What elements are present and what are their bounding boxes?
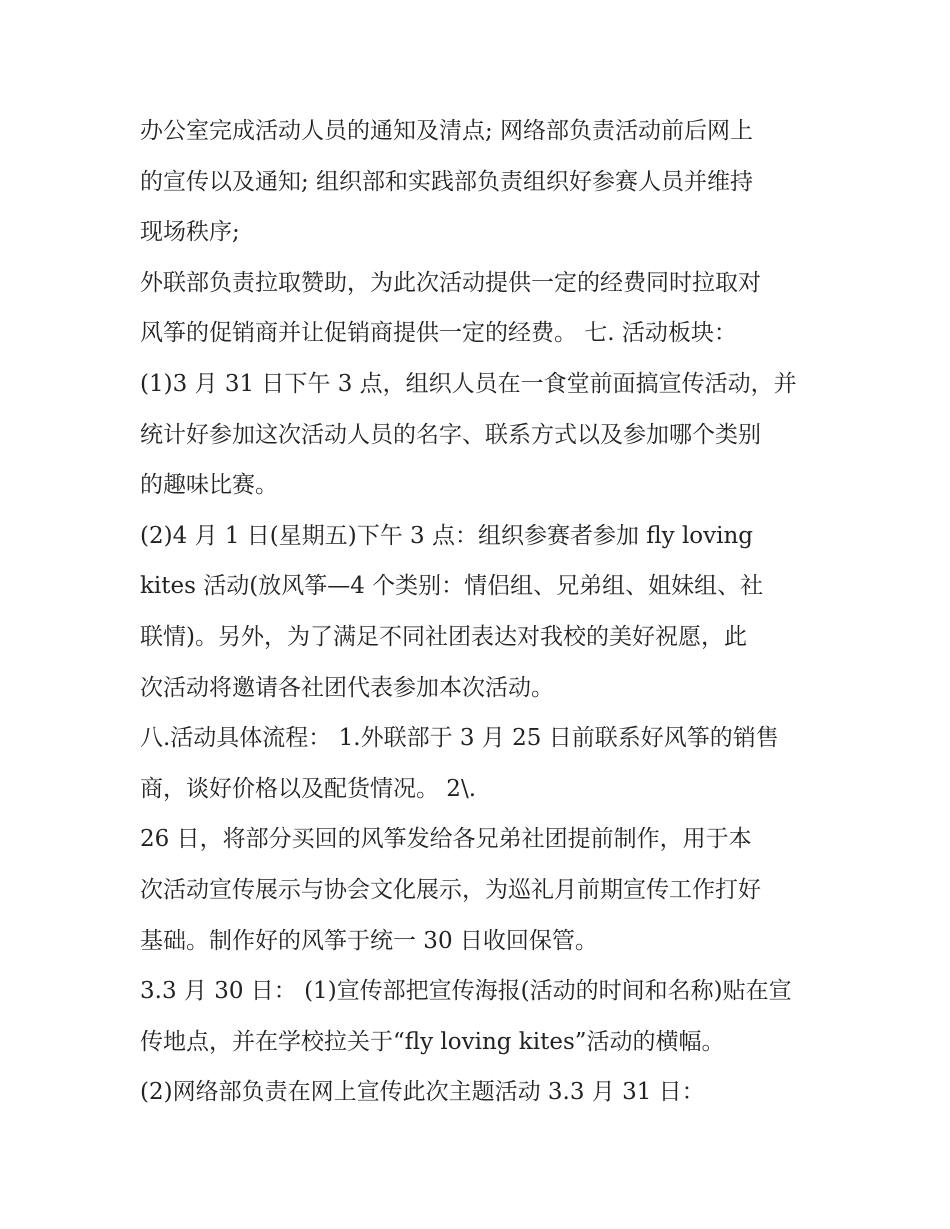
text-line: 风筝的促销商并让促销商提供一定的经费。 七. 活动板块：	[140, 320, 737, 347]
text-line: kites 活动(放风筝—4 个类别：情侣组、兄弟组、姐妹组、社	[140, 573, 764, 600]
text-line: 次活动宣传展示与协会文化展示，为巡礼月前期宣传工作打好	[140, 876, 761, 903]
text-line: 次活动将邀请各社团代表参加本次活动。	[140, 674, 554, 701]
text-line: 现场秩序;	[140, 219, 240, 246]
text-line: 八.活动具体流程： 1.外联部于 3 月 25 日前联系好风筝的销售	[140, 725, 779, 752]
text-line: (2)网络部负责在网上宣传此次主题活动 3.3 月 31 日：	[140, 1079, 705, 1106]
text-line: 外联部负责拉取赞助，为此次活动提供一定的经费同时拉取对	[140, 269, 761, 296]
text-line: 办公室完成活动人员的通知及清点; 网络部负责活动前后网上	[140, 118, 754, 144]
text-line: 传地点，并在学校拉关于“fly loving kites”活动的横幅。	[140, 1028, 725, 1055]
text-line: 商，谈好价格以及配货情况。 2\.	[140, 775, 477, 802]
text-line: 基础。制作好的风筝于统一 30 日收回保管。	[140, 927, 598, 954]
text-line: 的趣味比赛。	[140, 472, 278, 499]
text-line: 的宣传以及通知; 组织部和实践部负责组织好参赛人员并维持	[140, 168, 754, 195]
text-line: (2)4 月 1 日(星期五)下午 3 点：组织参赛者参加 fly loving	[140, 522, 754, 549]
text-line: 统计好参加这次活动人员的名字、联系方式以及参加哪个类别	[140, 421, 761, 448]
text-line: 联情)。另外，为了满足不同社团表达对我校的美好祝愿，此	[140, 623, 747, 650]
text-line: 3.3 月 30 日： (1)宣传部把宣传海报(活动的时间和名称)贴在宣	[140, 978, 792, 1005]
text-line: (1)3 月 31 日下午 3 点，组织人员在一食堂前面搞宣传活动，并	[140, 370, 797, 397]
text-line: 26 日，将部分买回的风筝发给各兄弟社团提前制作，用于本	[140, 826, 752, 853]
document-body	[140, 106, 820, 1118]
